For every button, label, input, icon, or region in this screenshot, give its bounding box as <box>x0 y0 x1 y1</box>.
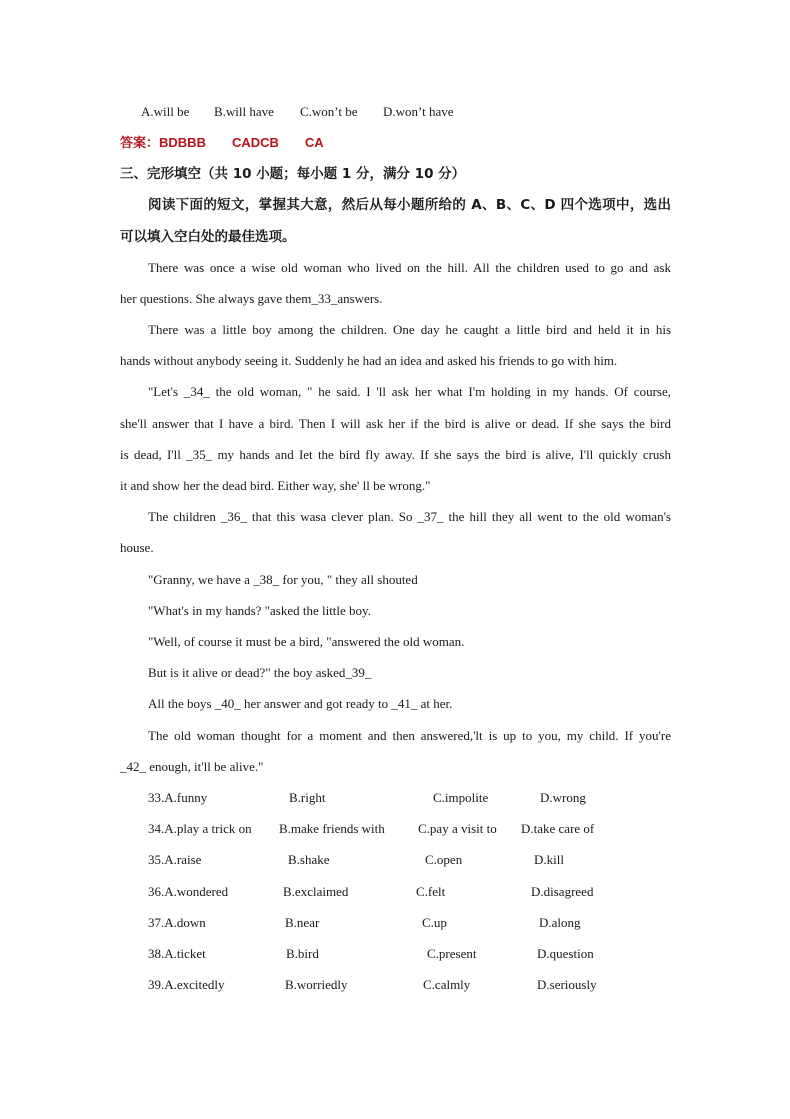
option-c: C.felt <box>416 884 446 899</box>
option-a: 38.A.ticket <box>148 946 206 961</box>
option-a: 36.A.wondered <box>148 884 229 899</box>
option-b: B.make friends with <box>279 821 385 836</box>
passage-line: There was a little boy among the children. One day he caught a little bird and held it in his <box>148 322 671 337</box>
option-b: B.near <box>285 915 320 930</box>
option-a: A.will be <box>141 104 190 119</box>
option-d: D.won’t have <box>383 104 454 119</box>
passage-line: "Let's _34_ the old woman, " he said. I 'll ask her what I'm holding in my hands. Of course, <box>148 384 671 399</box>
option-a: 37.A.down <box>148 915 206 930</box>
passage-line: There was once a wise old woman who lived on the hill. All the children used to go and ask <box>148 260 671 275</box>
option-d: D.seriously <box>537 977 597 992</box>
option-c: C.present <box>427 946 477 961</box>
answer-group-2: CADCB <box>231 135 279 150</box>
instruction-line-1: 阅读下面的短文，掌握其大意，然后从每小题所给的 A、B、C、D 四个选项中，选出 <box>148 197 671 213</box>
passage-line: The old woman thought for a moment and then answered,'lt is up to you, my child. If you're <box>148 728 671 743</box>
option-d: D.disagreed <box>531 884 594 899</box>
option-b: B.bird <box>286 946 319 961</box>
option-c: C.won’t be <box>300 104 358 119</box>
passage-line: All the boys _40_ her answer and got ready to _41_ at her. <box>148 696 453 711</box>
option-d: D.take care of <box>521 821 595 836</box>
passage-line: is dead, I'll _35_ my hands and Iet the bird fly away. If she says the bird is alive, I'll quickly crush <box>120 447 671 462</box>
answer-group-3: CA <box>304 135 324 150</box>
passage-line: But is it alive or dead?" the boy asked_39_ <box>148 665 372 680</box>
option-a: 35.A.raise <box>148 852 202 867</box>
answer-key-label: 答案： <box>120 135 160 150</box>
option-b: B.worriedly <box>285 977 348 992</box>
option-d: D.wrong <box>540 790 586 805</box>
option-c: C.up <box>422 915 447 930</box>
instruction-line-2: 可以填入空白处的最佳选项。 <box>120 229 296 245</box>
passage-line: she'll answer that I have a bird. Then I will ask her if the bird is alive or dead. If she says the bird <box>120 416 671 431</box>
passage-line: "Granny, we have a _38_ for you, " they all shouted <box>148 572 418 587</box>
passage-line: The children _36_ that this wasa clever plan. So _37_ the hill they all went to the old woman's <box>148 509 671 524</box>
option-d: D.kill <box>534 852 564 867</box>
passage-line: her questions. She always gave them_33_answers. <box>120 291 383 306</box>
passage-line: house. <box>120 540 154 555</box>
passage-line: hands without anybody seeing it. Suddenly he had an idea and asked his friends to go with him. <box>120 353 618 368</box>
answer-key <box>120 135 324 151</box>
passage-line: it and show her the dead bird. Either way, she' ll be wrong." <box>120 478 431 493</box>
section-heading: 三、完形填空（共 10 小题；每小题 1 分，满分 10 分） <box>120 166 466 182</box>
passage-line: "What's in my hands? "asked the little boy. <box>148 603 371 618</box>
option-a: 33.A.funny <box>148 790 208 805</box>
option-a: 39.A.excitedly <box>148 977 225 992</box>
option-b: B.shake <box>288 852 330 867</box>
option-b: B.exclaimed <box>283 884 349 899</box>
option-d: D.question <box>537 946 594 961</box>
option-c: C.pay a visit to <box>418 821 497 836</box>
option-c: C.impolite <box>433 790 489 805</box>
option-d: D.along <box>539 915 581 930</box>
passage-line: "Well, of course it must be a bird, "answered the old woman. <box>148 634 465 649</box>
option-b: B.right <box>289 790 326 805</box>
option-c: C.calmly <box>423 977 471 992</box>
option-a: 34.A.play a trick on <box>148 821 252 836</box>
option-b: B.will have <box>214 104 274 119</box>
passage-line: _42_ enough, it'll be alive." <box>120 759 264 774</box>
option-c: C.open <box>425 852 463 867</box>
answer-group-1: BDBBB <box>159 135 206 150</box>
